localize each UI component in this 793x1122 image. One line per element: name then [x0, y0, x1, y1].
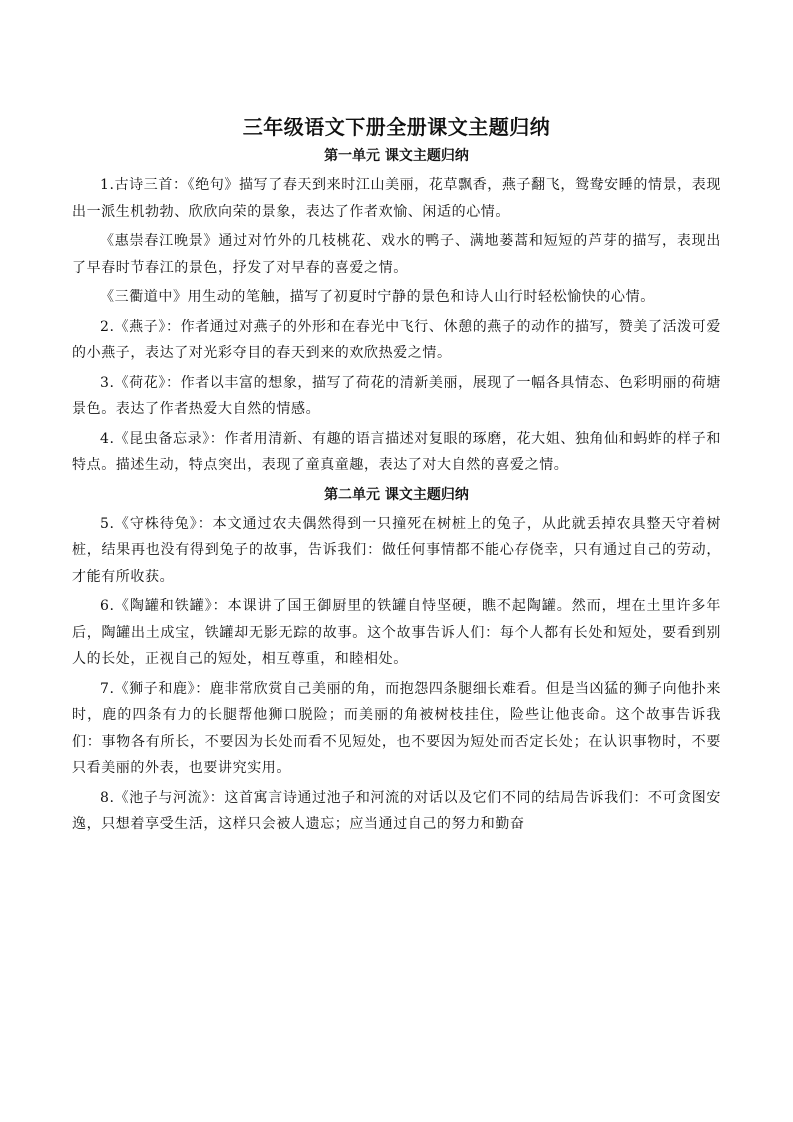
paragraph: 《惠崇春江晚景》通过对竹外的几枝桃花、戏水的鸭子、满地蒌蒿和短短的芦芽的描写，表现出了早春时节春江的景色，抒发了对早春的喜爱之情。: [72, 233, 721, 276]
paragraph: 《三衢道中》用生动的笔触，描写了初夏时宁静的景色和诗人山行时轻松愉快的心情。: [100, 289, 655, 305]
paragraph: 1.古诗三首：《绝句》描写了春天到来时江山美丽，花草飘香，燕子翻飞，鸳鸯安睡的情景，表现出一派生机勃勃、欣欣向荣的景象，表达了作者欢愉、闲适的心情。: [72, 177, 721, 220]
paragraph: 2.《燕子》：作者通过对燕子的外形和在春光中飞行、休憩的燕子的动作的描写，赞美了活泼可爱的小燕子，表达了对光彩夺目的春天到来的欢欣热爱之情。: [72, 318, 721, 361]
paragraph: 5.《守株待兔》：本文通过农夫偶然得到一只撞死在树桩上的兔子，从此就丢掉农具整天守着树桩，结果再也没有得到兔子的故事，告诉我们：做任何事情都不能心存侥幸，只有通过自己的劳动，才能有所收获。: [72, 515, 721, 585]
unit-heading: 第一单元 课文主题归纳: [324, 148, 469, 164]
unit-section-2: [72, 482, 721, 838]
unit-section-1: [72, 143, 721, 479]
paragraph: 7.《狮子和鹿》：鹿非常欣赏自己美丽的角，而抱怨四条腿细长难看。但是当凶猛的狮子向他扑来时，鹿的四条有力的长腿帮他狮口脱险；而美丽的角被树枝挂住，险些让他丧命。这个故事告诉我们：事物各有所长，不要因为长处而看不见短处，也不要因为短处而否定长处；在认识事物时，不要只看美丽的外表，也要讲究实用。: [72, 680, 721, 776]
paragraph: 6.《陶罐和铁罐》：本课讲了国王御厨里的铁罐自恃坚硬，瞧不起陶罐。然而，埋在土里许多年后，陶罐出土成宝，铁罐却无影无踪的故事。这个故事告诉人们：每个人都有长处和短处，要看到别人的长处，正视自己的短处，相互尊重，和睦相处。: [72, 598, 721, 667]
unit-heading: 第二单元 课文主题归纳: [324, 486, 469, 503]
document-body: [72, 143, 721, 841]
paragraph: 3.《荷花》：作者以丰富的想象，描写了荷花的清新美丽，展现了一幅各具情态、色彩明丽的荷塘景色。表达了作者热爱大自然的情感。: [72, 374, 721, 417]
paragraph: 8.《池子与河流》：这首寓言诗通过池子和河流的对话以及它们不同的结局告诉我们：不可贪图安逸，只想着享受生活，这样只会被人遗忘；应当通过自己的努力和勤奋: [72, 789, 721, 832]
document-title: 三年级语文下册全册课文主题归纳: [242, 115, 551, 140]
paragraph: 4.《昆虫备忘录》：作者用清新、有趣的语言描述对复眼的琢磨，花大姐、独角仙和蚂蚱的样子和特点。描述生动，特点突出，表现了童真童趣，表达了对大自然的喜爱之情。: [72, 430, 721, 473]
